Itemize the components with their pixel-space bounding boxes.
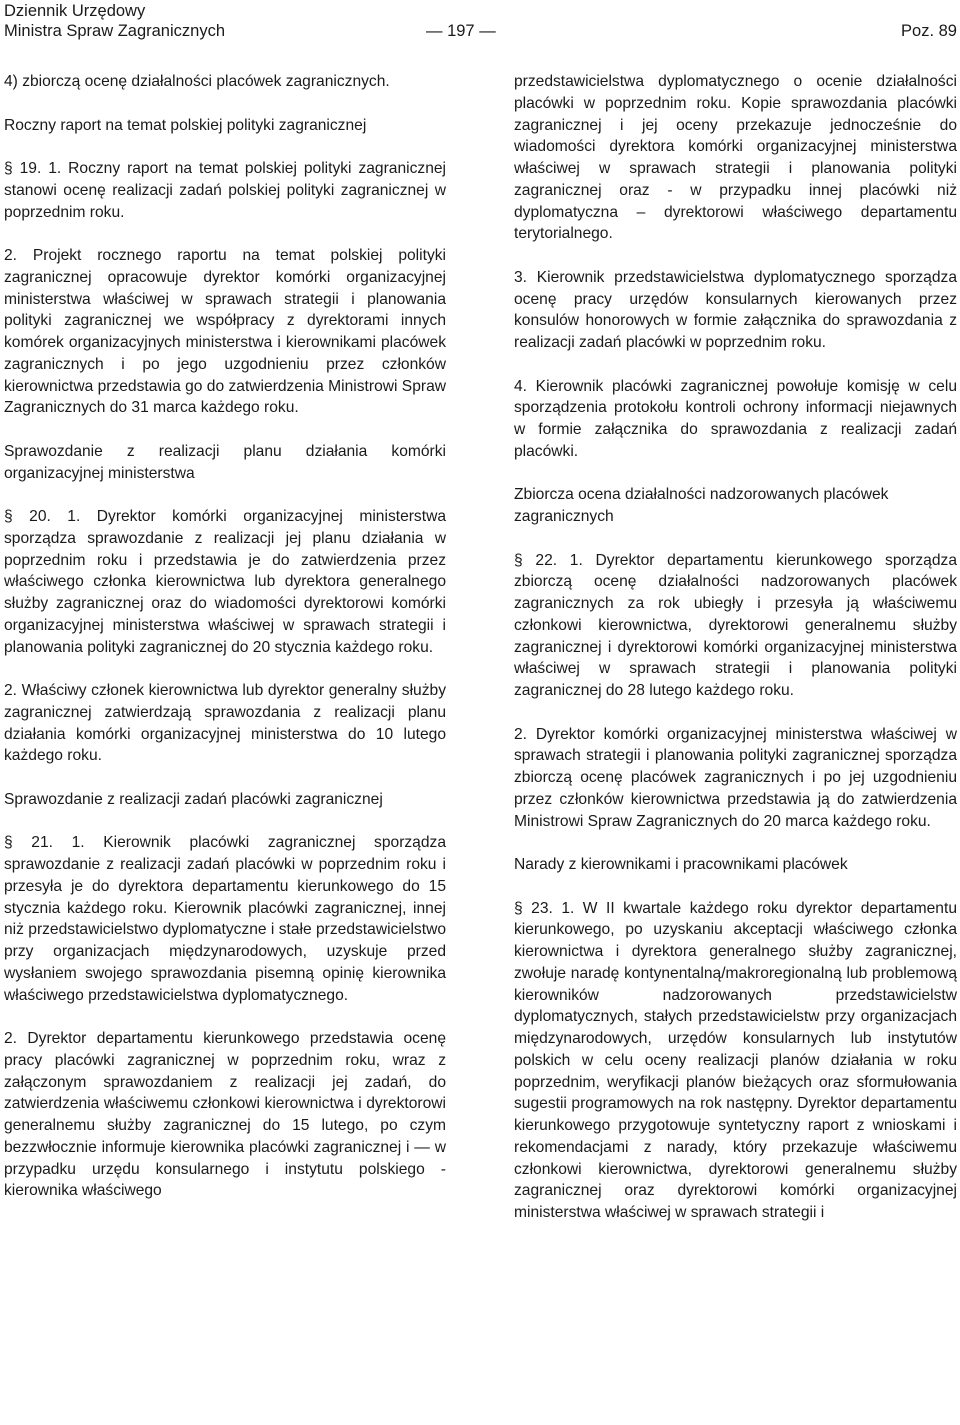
page-number: — 197 — [426,22,496,40]
paragraph-item-4: 4) zbiorczą ocenę działalności placówek zagranicznych. [4,73,390,90]
paragraph-21-2: 2. Dyrektor departamentu kierunkowego przedstawia ocenę pracy placówki zagranicznej w poprzednim roku, wraz z załączonym sprawozdaniem z realizacji jej zadań, do zatwierdzenia właściwemu członkowi kierownictwa i dyrektorowi generalnemu służby zagranicznej do 15 lutego, po czym bezzwłocznie informuje kierownika placówki zagranicznej i — w przypadku urzędu konsularnego i instytutu polskiego -kierownika właściwego [4,1030,446,1200]
issuer-name: Ministra Spraw Zagranicznych [4,22,225,40]
section-heading-annual-report: Roczny raport na temat polskiej polityki zagranicznej [4,116,367,134]
paragraph-19-2: 2. Projekt rocznego raportu na temat polskiej polityki zagranicznej opracowuje dyrektor komórki organizacyjnej ministerstwa właściwej w sprawach strategii i planowania polityki zagranicznej we współpracy z dyrektorami innych komórek organizacyjnych ministerstwa i kierownikami placówek zagranicznych i po jego uzgodnieniu przez członków kierownictwa przedstawia go do zatwierdzenia Ministrowi Spraw Zagranicznych do 31 marca każdego roku. [4,247,447,417]
paragraph-23-1: § 23. 1. W II kwartale każdego roku dyrektor departamentu kierunkowego, po uzyskaniu akceptacji właściwego członka kierownictwa i dyrektora generalnego służby zagranicznej, zwołuje naradę kontynentalną/makroregionalną lub problemową kierowników nadzorowanych przedstawicielstw dyplomatycznych, stałych przedstawicielstw przy organizacjach międzynarodowych, urzędów konsularnych lub instytutów polskich w celu oceny realizacji planów działania w roku poprzednim, weryfikacji planów bieżących oraz sformułowania sugestii programowych na rok następny. Dyrektor departamentu kierunkowego przygotowuje syntetyczny raport z wnioskami i rekomendacjami z narady, który przekazuje właściwemu członkowi kierownictwa, dyrektorowi generalnemu służby zagranicznej oraz dyrektorowi komórki organizacyjnej ministerstwa właściwej w sprawach strategii i [514,899,957,1221]
page-header [4,0,957,44]
paragraph-21-1: § 21. 1. Kierownik placówki zagranicznej sporządza sprawozdanie z realizacji zadań placówki w poprzednim roku i przesyła je do dyrektora departamentu kierunkowego do 15 stycznia każdego roku. Kierownik placówki zagranicznej, innej niż przedstawicielstwo dyplomatyczne i stałe przedstawicielstwo przy organizacjach międzynarodowych, uzyskuje przed wysłaniem swojego sprawozdania pisemną opinię kierownika właściwego przedstawicielstwa dyplomatycznego. [4,834,447,1004]
left-column [4,71,446,1202]
section-heading-post-report: Sprawozdanie z realizacji zadań placówki zagranicznej [4,790,383,808]
journal-title: Dziennik Urzędowy [4,2,146,20]
section-heading-meetings: Narady z kierownikami i pracownikami placówek [514,856,848,873]
paragraph-20-2: 2. Właściwy członek kierownictwa lub dyrektor generalny służby zagranicznej zatwierdzają sprawozdania z realizacji planu działania komórki organizacyjnej ministerstwa do 10 lutego każdego roku. [4,682,446,765]
paragraph-21-3: 3. Kierownik przedstawicielstwa dyplomatycznego sporządza ocenę pracy urzędów konsularnych kierowanych przez konsulów honorowych w formie załącznika do sprawozdania z realizacji zadań placówki w poprzednim roku. [514,268,957,351]
position-number: Poz. 89 [901,22,957,40]
section-heading-summary-assessment: Zbiorcza ocena działalności nadzorowanych placówek zagranicznych [514,486,889,525]
right-column [514,71,957,1224]
paragraph-20-1: § 20. 1. Dyrektor komórki organizacyjnej ministerstwa sporządza sprawozdanie z realizacji jej planu działania w poprzednim roku i przedstawia je do zatwierdzenia przez właściwego członka kierownictwa lub dyrektora generalnego służby zagranicznej oraz do wiadomości dyrektorowi komórki organizacyjnej ministerstwa właściwej w sprawach strategii i planowania polityki zagranicznej do 20 stycznia każdego roku. [4,508,446,656]
paragraph-21-4: 4. Kierownik placówki zagranicznej powołuje komisję w celu sporządzenia protokołu kontroli ochrony informacji niejawnych w formie załącznika do sprawozdania z realizacji zadań placówki. [514,377,957,460]
paragraph-19-1: § 19. 1. Roczny raport na temat polskiej polityki zagranicznej stanowi ocenę realizacji zadań polskiej polityki zagranicznej w poprzednim roku. [4,160,446,221]
paragraph-22-2: 2. Dyrektor komórki organizacyjnej ministerstwa właściwej w sprawach strategii i planowania polityki zagranicznej sporządza zbiorczą ocenę placówek zagranicznych i po jej uzgodnieniu przez członków kierownictwa przedstawia ją do zatwierdzenia Ministrowi Spraw Zagranicznych do 20 marca każdego roku. [514,725,957,830]
section-heading-unit-plan-report: Sprawozdanie z realizacji planu działania komórki organizacyjnej ministerstwa [4,442,446,482]
paragraph-21-2-continued: przedstawicielstwa dyplomatycznego o ocenie działalności placówki w poprzednim roku. Kopie sprawozdania placówki zagranicznej i jej oceny przekazuje jednocześnie do wiadomości dyrektora komórki organizacyjnej ministerstwa właściwej w sprawach strategii i planowania polityki zagranicznej oraz - w przypadku innej placówki niż dyplomatyczna – dyrektorowi właściwego departamentu terytorialnego. [514,73,957,243]
paragraph-22-1: § 22. 1. Dyrektor departamentu kierunkowego sporządza zbiorczą ocenę działalności nadzorowanych placówek zagranicznych za rok ubiegły i przesyła ją właściwemu członkowi kierownictwa, dyrektorowi generalnemu służby zagranicznej i dyrektorowi komórki organizacyjnej ministerstwa właściwej w sprawach strategii i planowania polityki zagranicznej do 28 lutego każdego roku. [514,551,957,699]
